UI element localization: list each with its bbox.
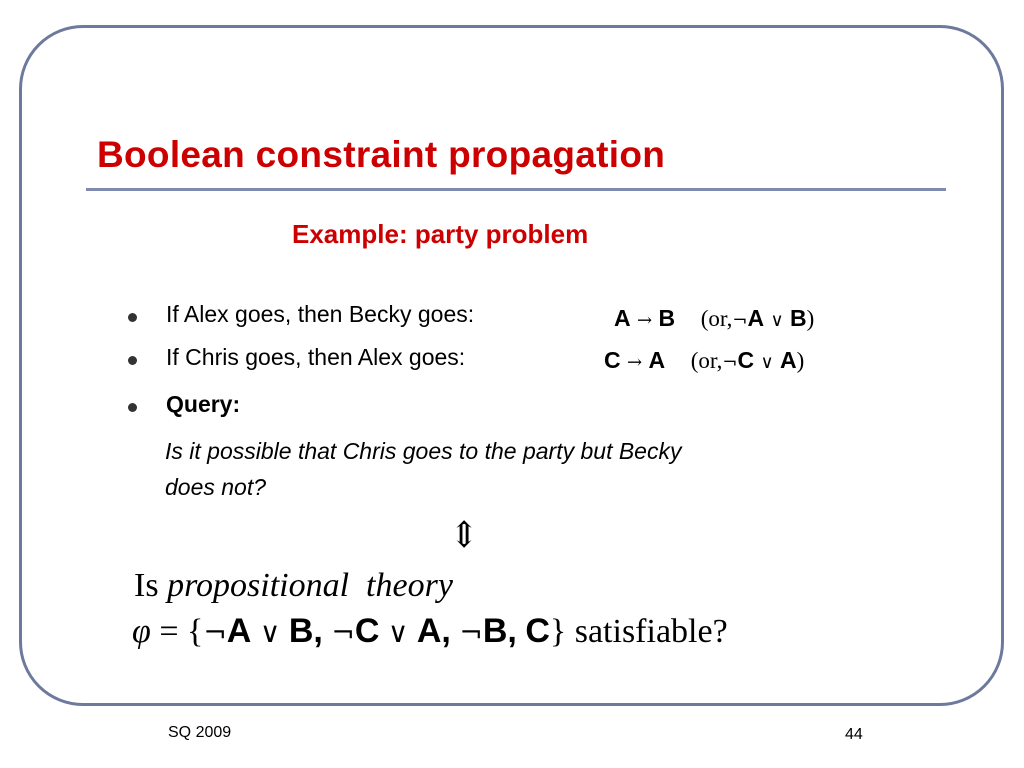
- query-label: Query:: [166, 391, 241, 417]
- alt-open: (or,: [690, 348, 723, 373]
- or-symbol: ∨: [387, 616, 409, 649]
- bullet-text: If Chris goes, then Alex goes:: [166, 344, 466, 370]
- title-divider: [86, 188, 946, 191]
- bullet-dot-icon: [128, 356, 137, 365]
- negation-symbol: ¬: [722, 352, 738, 373]
- satisfiable-text: satisfiable?: [574, 613, 728, 650]
- formula-var: B,: [482, 612, 517, 650]
- bullet-dot-icon: [128, 313, 137, 322]
- theory-line: [134, 567, 453, 605]
- bullet-text: If Alex goes, then Becky goes:: [166, 301, 475, 327]
- page-number: 44: [845, 726, 863, 743]
- formula-var: C: [604, 347, 621, 373]
- formula-var: A,: [416, 612, 451, 650]
- formula-var: A: [614, 305, 631, 331]
- implies-symbol: →: [637, 310, 653, 331]
- formula-var: B,: [288, 612, 323, 650]
- theory-prefix: Is: [134, 567, 159, 604]
- formula-var: B: [790, 305, 807, 331]
- or-symbol: ∨: [760, 352, 774, 373]
- phi-symbol: φ: [132, 613, 151, 650]
- formula-set-line: [132, 612, 728, 651]
- formula-var: C: [525, 612, 550, 650]
- formula-var: A: [226, 612, 252, 650]
- slide-title: Boolean constraint propagation: [97, 134, 666, 175]
- eq-open: = {: [150, 613, 204, 650]
- slide-subtitle: Example: party problem: [292, 219, 589, 249]
- formula-var: A: [747, 305, 765, 331]
- set-close: }: [549, 613, 567, 650]
- negation-symbol: ¬: [732, 310, 748, 331]
- footer-course-label: SQ 2009: [168, 724, 232, 741]
- negation-symbol: ¬: [459, 616, 483, 649]
- formula-var: A: [780, 347, 797, 373]
- theory-italic: propositional theory: [167, 567, 453, 604]
- formula-var: A: [648, 347, 666, 373]
- implies-symbol: →: [627, 352, 643, 373]
- alt-close: ): [806, 306, 815, 331]
- alt-open: (or,: [700, 306, 733, 331]
- or-symbol: ∨: [259, 616, 281, 649]
- or-symbol: ∨: [770, 310, 784, 331]
- query-text: Is it possible that Chris goes to the party but Becky does not?: [165, 438, 682, 500]
- formula-var: C: [354, 612, 380, 650]
- negation-symbol: ¬: [331, 616, 355, 649]
- alt-close: ): [796, 348, 805, 373]
- bullet-dot-icon: [128, 403, 137, 412]
- negation-symbol: ¬: [203, 616, 227, 649]
- equivalence-arrow-icon: ⇕: [449, 515, 480, 556]
- formula-var: C: [737, 347, 755, 373]
- formula-var: B: [658, 305, 676, 331]
- implication-formula: [614, 305, 814, 332]
- implication-formula: [604, 347, 804, 374]
